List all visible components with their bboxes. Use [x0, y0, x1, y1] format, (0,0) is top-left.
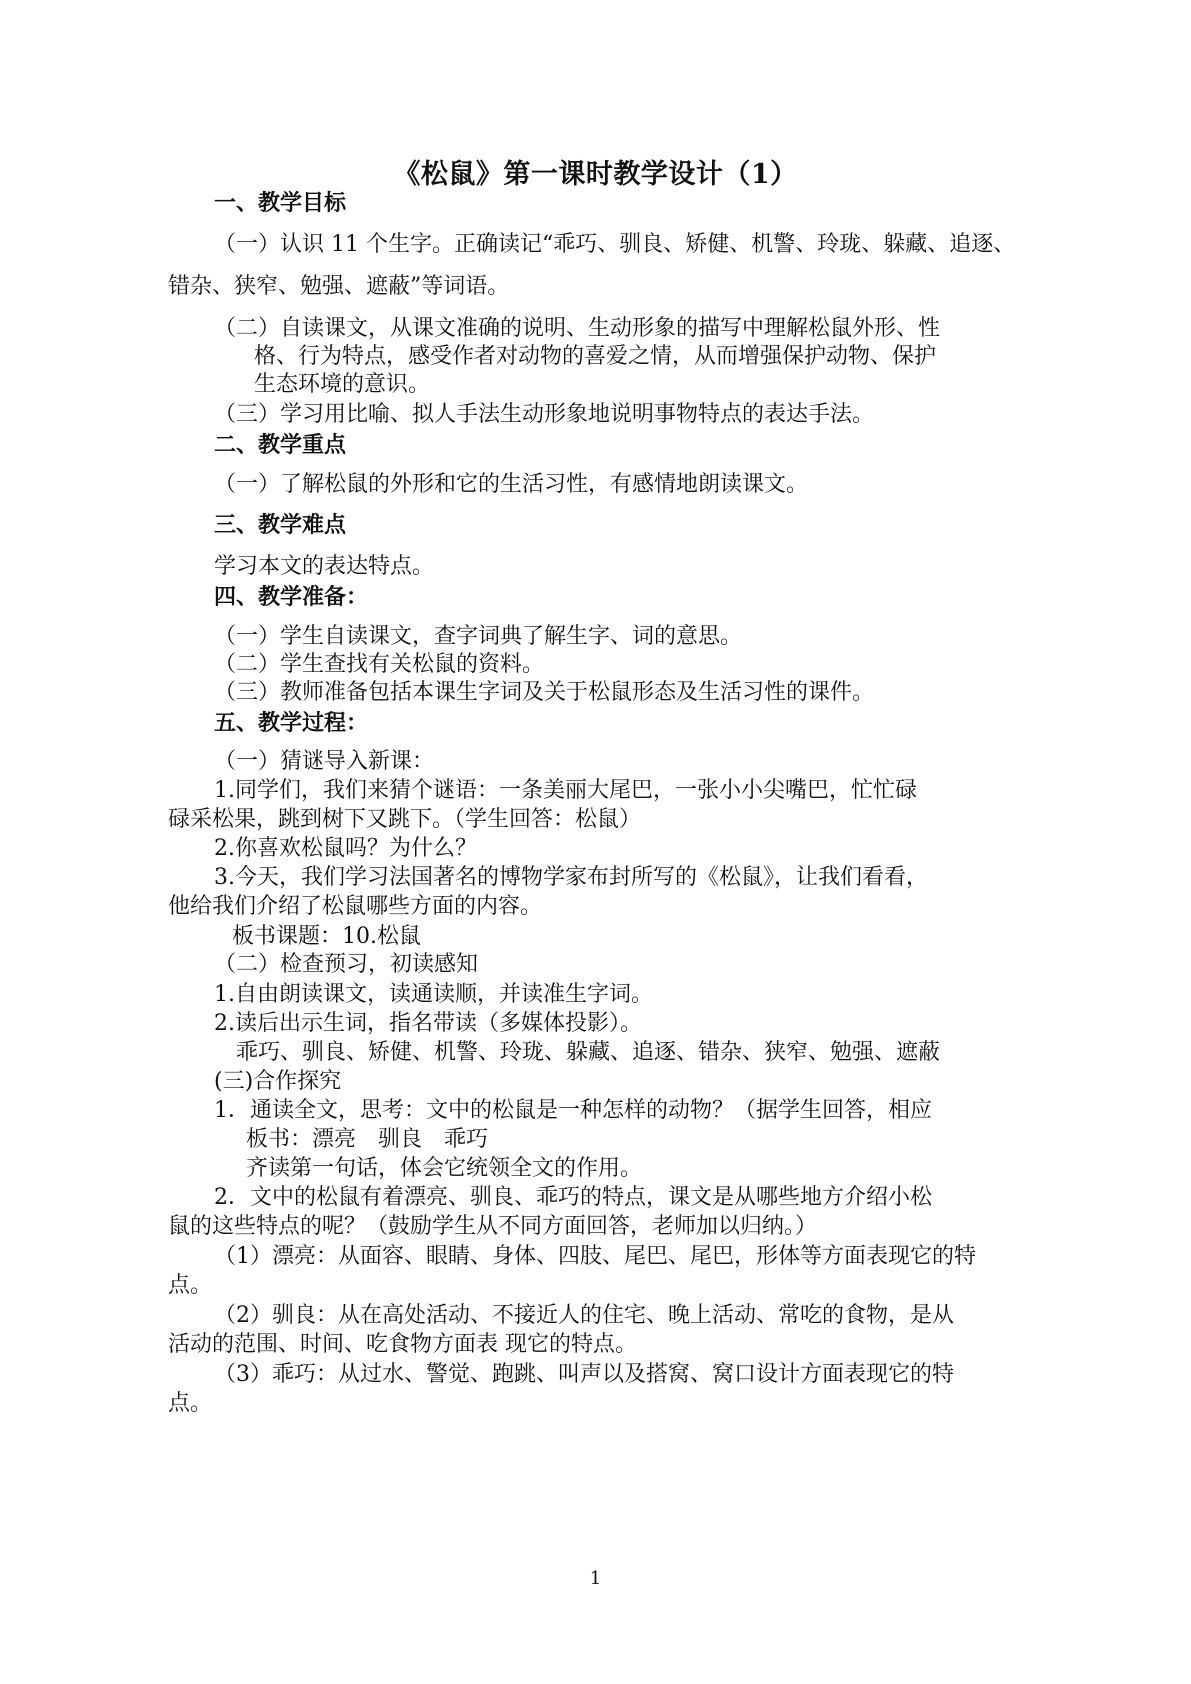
- process-2-line-1: 1.自由朗读课文，读通读顺，并读准生字词。: [214, 982, 653, 1007]
- key-point-1: （一）了解松鼠的外形和它的生活习性，有感情地朗读课文。: [214, 472, 809, 497]
- process-2-heading: （二）检查预习，初读感知: [214, 952, 479, 977]
- process-2-line-2: 2.读后出示生词，指名带读（多媒体投影）。: [214, 1011, 642, 1036]
- feature-docile-line-1: （2）驯良：从在高处活动、不接近人的住宅、晚上活动、常吃的食物，是从: [214, 1303, 954, 1328]
- document-title: 《松鼠》第一课时教学设计（1）: [393, 159, 798, 190]
- heading-preparation: 四、教学准备：: [214, 584, 369, 610]
- prep-3: （三）教师准备包括本课生字词及关于松鼠形态及生活习性的课件。: [214, 680, 875, 705]
- feature-beautiful-line-1: （1）漂亮：从面容、眼睛、身体、四肢、尾巴、尾巴，形体等方面表现它的特: [214, 1244, 976, 1269]
- goal-2-line-1: （二）自读课文，从课文准确的说明、生动形象的描写中理解松鼠外形、性: [214, 316, 941, 341]
- goal-1-line-1: （一）认识 11 个生字。正确读记“乖巧、驯良、矫健、机警、玲珑、躲藏、追逐、: [214, 232, 1016, 257]
- heading-process: 五、教学过程：: [214, 710, 369, 736]
- goal-3: （三）学习用比喻、拟人手法生动形象地说明事物特点的表达手法。: [214, 402, 875, 427]
- vocabulary-list: 乖巧、驯良、矫健、机警、玲珑、躲藏、追逐、错杂、狭窄、勉强、遮蔽: [236, 1040, 941, 1065]
- process-3-line-4: 2．文中的松鼠有着漂亮、驯良、乖巧的特点，课文是从哪些地方介绍小松: [214, 1185, 932, 1210]
- process-1-heading: （一）猜谜导入新课：: [214, 749, 435, 774]
- process-1-line-1: 1.同学们，我们来猜个谜语：一条美丽大尾巴，一张小小尖嘴巴，忙忙碌: [214, 778, 917, 803]
- difficulty-text: 学习本文的表达特点。: [214, 554, 435, 579]
- process-3-line-5: 鼠的这些特点的呢？（鼓励学生从不同方面回答，老师加以归纳。）: [168, 1214, 818, 1239]
- heading-key-points: 二、教学重点: [214, 432, 347, 458]
- prep-1: （一）学生自读课文，查字词典了解生字、词的意思。: [214, 624, 743, 649]
- goal-1-line-2: 错杂、狭窄、勉强、遮蔽”等词语。: [168, 274, 510, 299]
- process-3-line-3: 齐读第一句话，体会它统领全文的作用。: [246, 1156, 643, 1181]
- feature-clever-line-2: 点。: [168, 1391, 213, 1416]
- process-1-line-4: 3.今天，我们学习法国著名的博物学家布封所写的《松鼠》，让我们看看，: [214, 865, 928, 890]
- board-writing: 板书：漂亮 驯良 乖巧: [246, 1127, 489, 1152]
- prep-2: （二）学生查找有关松鼠的资料。: [214, 652, 545, 677]
- goal-2-line-2: 格、行为特点，感受作者对动物的喜爱之情，从而增强保护动物、保护: [254, 344, 937, 369]
- heading-difficulties: 三、教学难点: [214, 512, 347, 538]
- process-1-line-2: 碌采松果，跳到树下又跳下。（学生回答：松鼠）: [168, 807, 642, 832]
- goal-2-line-3: 生态环境的意识。: [254, 372, 431, 397]
- process-3-line-1: 1．通读全文，思考：文中的松鼠是一种怎样的动物？（据学生回答，相应: [214, 1098, 932, 1123]
- feature-docile-line-2: 活动的范围、时间、吃食物方面表 现它的特点。: [168, 1332, 637, 1357]
- process-1-line-5: 他给我们介绍了松鼠哪些方面的内容。: [168, 894, 543, 919]
- process-3-heading: (三)合作探究: [214, 1069, 342, 1094]
- process-1-line-3: 2.你喜欢松鼠吗？为什么？: [214, 836, 477, 861]
- page-number: 1: [589, 1568, 602, 1589]
- heading-teaching-goals: 一、教学目标: [214, 190, 347, 216]
- feature-clever-line-1: （3）乖巧：从过水、警觉、跑跳、叫声以及搭窝、窝口设计方面表现它的特: [214, 1362, 954, 1387]
- feature-beautiful-line-2: 点。: [168, 1273, 213, 1298]
- board-title: 板书课题：10.松鼠: [232, 924, 421, 949]
